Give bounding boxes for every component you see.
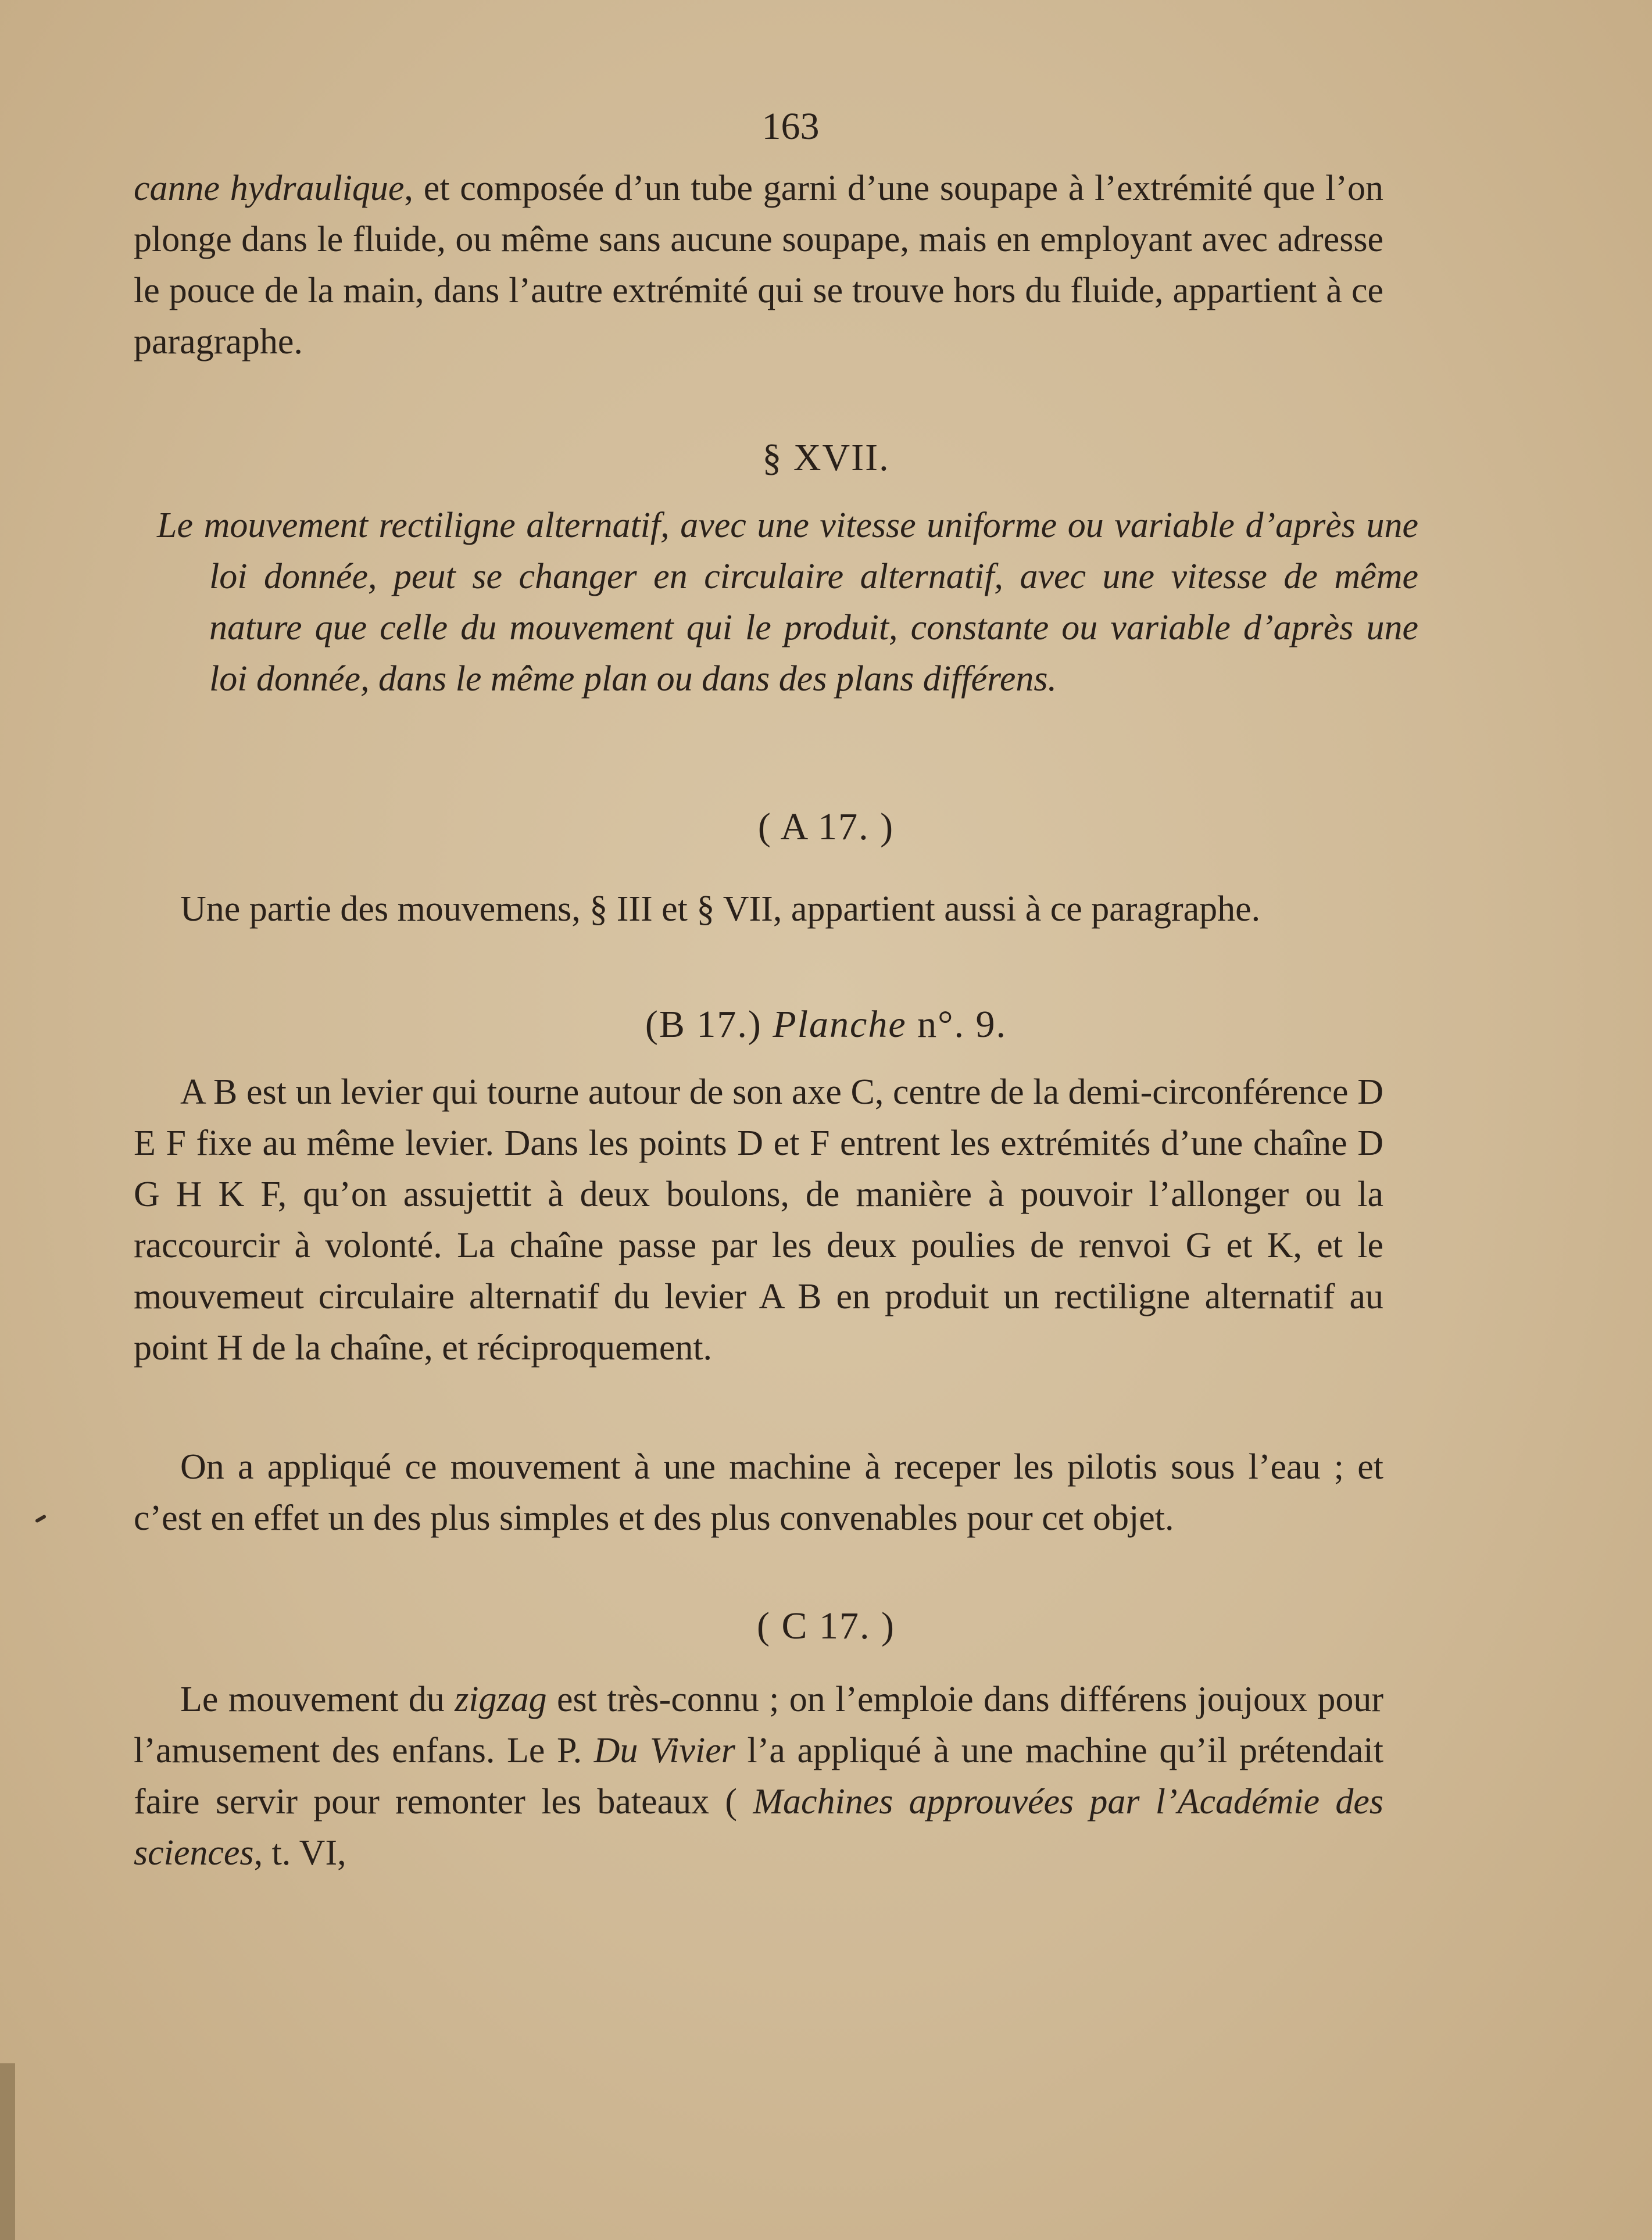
subsection-c-paragraph — [134, 1674, 1383, 1878]
subsection-a-heading: ( A 17. ) — [757, 806, 895, 848]
subsection-b-heading-lead: (B 17.) — [645, 1003, 762, 1046]
subsection-c-italic-2: Du Vivier — [593, 1731, 735, 1770]
subsection-b-paragraph-1 — [134, 1067, 1383, 1373]
subsection-b-paragraph-2 — [134, 1441, 1383, 1544]
subsection-c-text-4: , t. VI, — [253, 1833, 346, 1873]
page-edge — [0, 2063, 15, 2240]
subsection-b-text-1: A B est un levier qui tourne autour de son axe C, centre de la demi-circonférence D E F fixe au même levier. Dans les points D et F entrent les extrémités d’une chaîne D G H K F, qu’on assujettit à deux boulons, de manière à pouvoir l’allonger ou la raccourcir à volonté. La chaîne passe par les deux poulies de renvoi G et K, et le mouvemeut circulaire alternatif du levier A B en produit un rectiligne alternatif au point H de la chaîne, et réciproquement. — [134, 1072, 1383, 1368]
subsection-a-text: Une partie des mouvemens, § III et § VII, appartient aussi à ce paragraphe. — [180, 889, 1261, 929]
intro-text: , et composée d’un tube garni d’une soupape à l’extrémité que l’on plonge dans le fluide, ou même sans aucune soupape, mais en employant avec adresse le pouce de la main, dans l’autre extrémité qui se trouve hors du fluide, appartient à ce paragraphe. — [134, 169, 1383, 362]
subsection-b-heading — [0, 1003, 1652, 1047]
subsection-b-heading-italic: Planche — [773, 1003, 907, 1046]
subsection-c-italic-1: zigzag — [455, 1680, 547, 1719]
subsection-c-text-1: Le mouvement du — [180, 1680, 455, 1719]
section-heading: § XVII. — [762, 436, 890, 479]
subsection-c-heading: ( C 17. ) — [757, 1605, 895, 1647]
intro-italic-lead: canne hydraulique — [134, 169, 405, 208]
subsection-b-text-2: On a appliqué ce mouvement à une machine à receper les pilotis sous l’eau ; et c’est en effet un des plus simples et des plus convenables pour cet objet. — [134, 1447, 1383, 1538]
page-number: 163 — [761, 105, 820, 148]
subsection-c-italic-3: Machines approuvées par l’Académie des sciences — [134, 1782, 1383, 1873]
theorem-text: Le mouvement rectiligne alternatif, avec une vitesse uniforme ou variable d’après une loi donnée, peut se changer en circulaire alternatif, avec une vitesse de même nature que celle du mouvement qui le produit, constante ou variable d’après une loi donnée, dans le même plan ou dans des plans différens. — [157, 506, 1418, 699]
subsection-c-text-3: l’a appliqué à une machine qu’il prétendait faire servir pour remonter les bateaux ( — [134, 1731, 1383, 1822]
ink-mark — [35, 1514, 47, 1523]
subsection-b-heading-tail: n°. 9. — [917, 1003, 1007, 1046]
theorem-statement — [157, 500, 1418, 704]
subsection-a-paragraph — [134, 883, 1383, 935]
subsection-c-text-2: est très-connu ; on l’emploie dans différens joujoux pour l’amusement des enfans. Le P. — [134, 1680, 1383, 1770]
intro-paragraph — [134, 163, 1383, 367]
